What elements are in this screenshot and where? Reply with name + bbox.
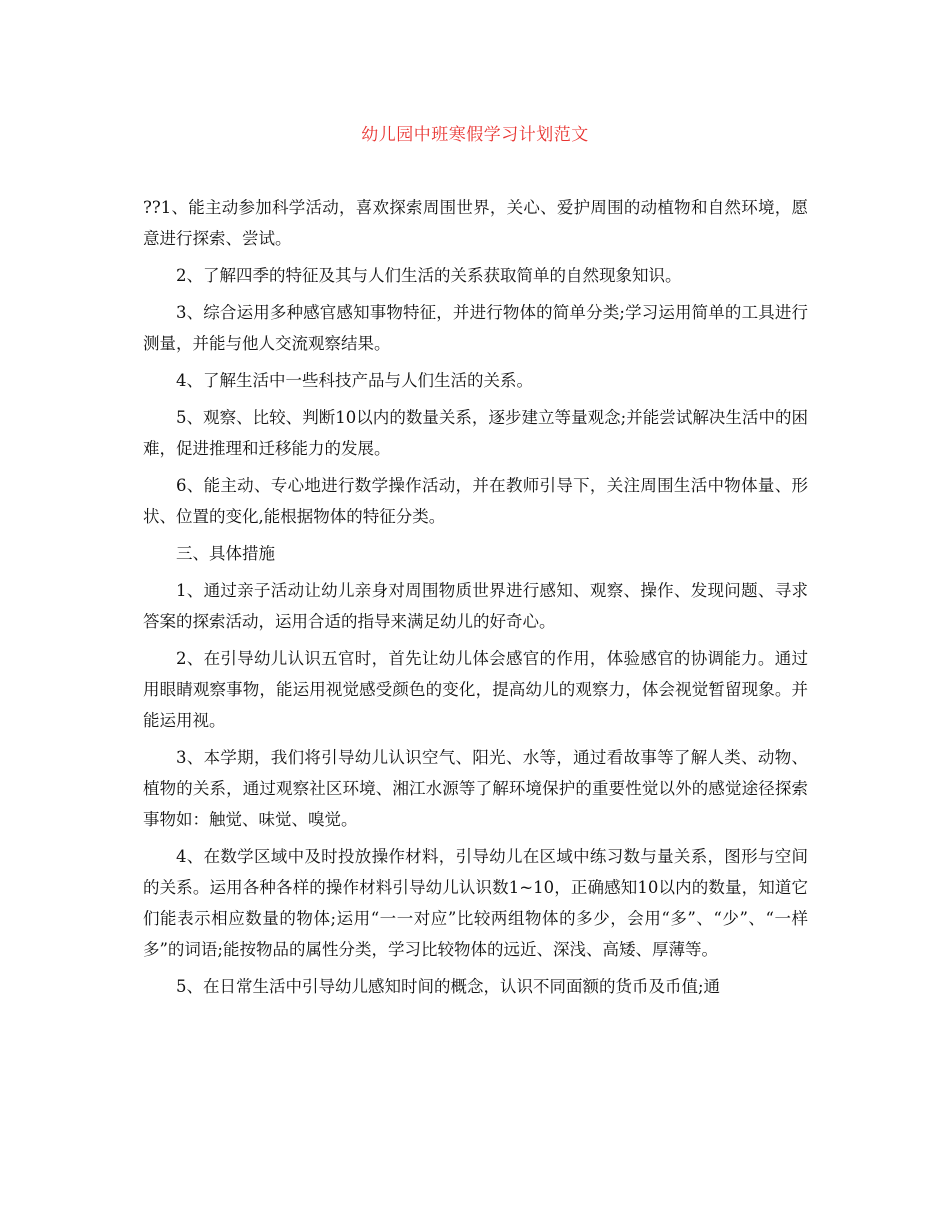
- paragraph-11: 5、在日常生活中引导幼儿感知时间的概念，认识不同面额的货币及币值;通: [176, 977, 721, 996]
- document-title: 幼儿园中班寒假学习计划范文: [361, 125, 589, 145]
- paragraph-6: 6、能主动、专心地进行数学操作活动，并在教师引导下，关注周围生活中物体量、形状、位置的变化,能根据物体的特征分类。: [143, 476, 808, 526]
- paragraph-4: 4、了解生活中一些科技产品与人们生活的关系。: [176, 371, 533, 390]
- paragraph-5: 5、观察、比较、判断10以内的数量关系，逐步建立等量观念;并能尝试解决生活中的困难，促进推理和迁移能力的发展。: [143, 408, 808, 458]
- paragraph-3: 3、综合运用多种感官感知事物特征，并进行物体的简单分类;学习运用简单的工具进行测量，并能与他人交流观察结果。: [143, 303, 808, 353]
- paragraph-2: 2、了解四季的特征及其与人们生活的关系获取简单的自然现象知识。: [176, 266, 682, 285]
- paragraph-10: 4、在数学区域中及时投放操作材料，引导幼儿在区域中练习数与量关系，图形与空间的关系。运用各种各样的操作材料引导幼儿认识数1~10，正确感知10以内的数量，知道它们能表示相应数量的物体;运用“一一对应”比较两组物体的多少，会用“多”、“少”、“一样多”的词语;能按物品的属性分类，学习比较物体的远近、深浅、高矮、厚薄等。: [143, 847, 808, 959]
- section-heading-measures: 三、具体措施: [176, 544, 275, 563]
- paragraph-8: 2、在引导幼儿认识五官时，首先让幼儿体会感官的作用，体验感官的协调能力。通过用眼睛观察事物，能运用视觉感受颜色的变化，提高幼儿的观察力，体会视觉暂留现象。并能运用视。: [143, 649, 808, 730]
- paragraph-7: 1、通过亲子活动让幼儿亲身对周围物质世界进行感知、观察、操作、发现问题、寻求答案的探索活动，运用合适的指导来满足幼儿的好奇心。: [143, 581, 808, 631]
- paragraph-9: 3、本学期，我们将引导幼儿认识空气、阳光、水等，通过看故事等了解人类、动物、植物的关系，通过观察社区环境、湘江水源等了解环境保护的重要性觉以外的感觉途径探索事物如：触觉、味觉、嗅觉。: [143, 748, 808, 829]
- paragraph-1: ??1、能主动参加科学活动，喜欢探索周围世界，关心、爱护周围的动植物和自然环境，愿意进行探索、尝试。: [143, 198, 808, 248]
- document-body: [143, 192, 808, 1008]
